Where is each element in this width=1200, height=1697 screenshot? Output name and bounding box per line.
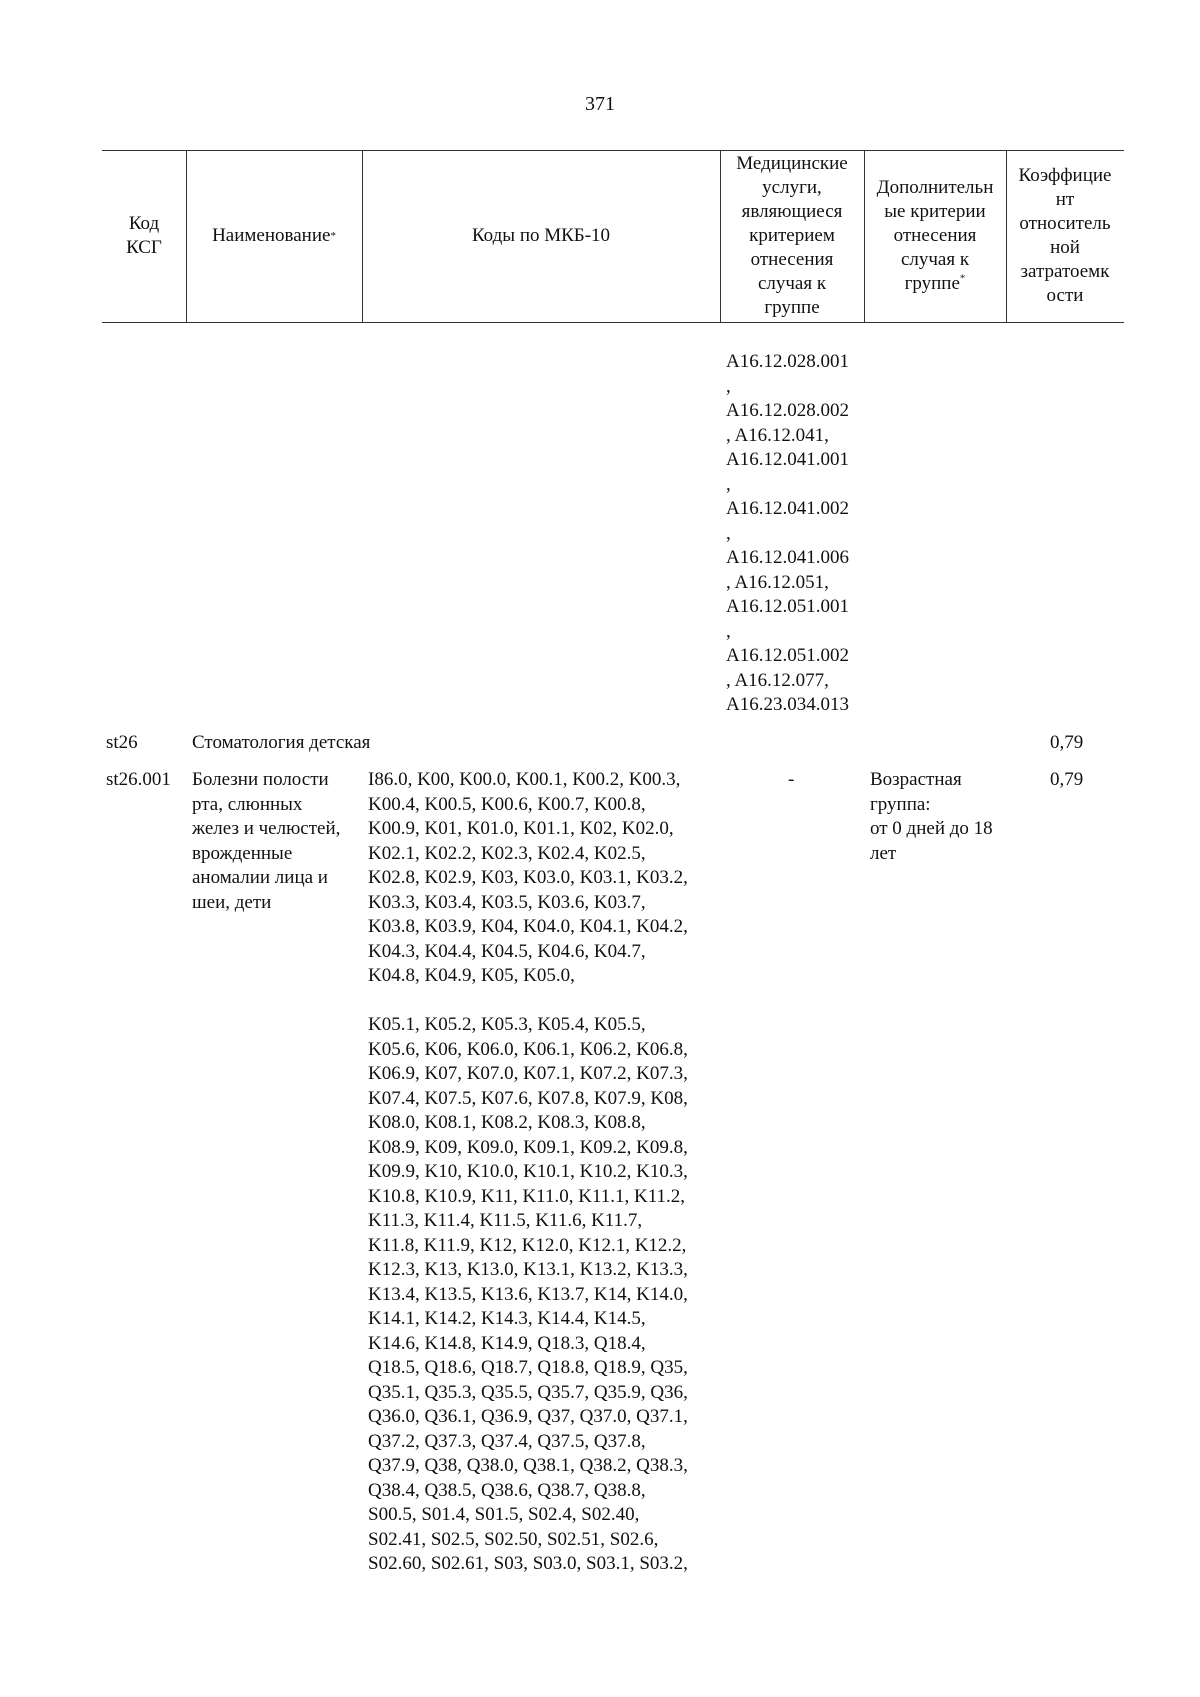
page-number: 371 (585, 93, 615, 115)
footnote-mark: * (959, 272, 966, 285)
row-services: - (788, 769, 795, 790)
group-code: st26 (106, 732, 138, 753)
header-name: Наименование * (212, 225, 336, 246)
header-criteria (864, 150, 1006, 322)
group-coefficient: 0,79 (1050, 732, 1084, 753)
row-name: Болезни полости рта, слюнных желез и челюстей, врожденные аномалии лица и шеи, дети (192, 769, 341, 913)
header-services: Медицинские услуги, являющиеся критерием отнесения случая к группе (736, 153, 848, 318)
header-bottom-border (102, 322, 1124, 323)
row-code: st26.001 (106, 769, 171, 790)
row-coefficient: 0,79 (1050, 769, 1084, 790)
header-name-label: Наименование (212, 225, 331, 246)
icd-codes-part1: I86.0, K00, K00.0, K00.1, K00.2, K00.3, K00.4, K00.5, K00.6, K00.7, K00.8, K00.9, K01, K01.0, K01.1, K02, K02.0, K02.1, K02.2, K02.3, K02.4, K02.5, K02.8, K02.9, K03, K03.0, K03.1, K03.2, K03.3, K03.4, K03.5, K03.6, K03.7, K03.8, K03.9, K04, K04.0, K04.1, K04.2, K04.3, K04.4, K04.5, K04.6, K04.7, K04.8, K04.9, K05, K05.0, (368, 769, 688, 986)
row-criteria: Возрастная группа: от 0 дней до 18 лет (870, 769, 993, 864)
header-code: Код КСГ (126, 213, 162, 258)
continued-services-list: A16.12.028.001 , A16.12.028.002 , A16.12.041, A16.12.041.001 , A16.12.041.002 , A16.12.041.006 , A16.12.051, A16.12.051.001 , A16.12.051.002 , A16.12.077, A16.23.034.013 (726, 351, 849, 715)
header-criteria-label: Дополнительн ые критерии отнесения случая к группе (876, 177, 994, 294)
header-icd: Коды по МКБ-10 (471, 225, 611, 246)
header-coefficient: Коэффицие нт относитель ной затратоемк ости (1018, 165, 1112, 306)
icd-codes-part2: K05.1, K05.2, K05.3, K05.4, K05.5, K05.6, K06, K06.0, K06.1, K06.2, K06.8, K06.9, K07, K07.0, K07.1, K07.2, K07.3, K07.4, K07.5, K07.6, K07.8, K07.9, K08, K08.0, K08.1, K08.2, K08.3, K08.8, K08.9, K09, K09.0, K09.1, K09.2, K09.8, K09.9, K10, K10.0, K10.1, K10.2, K10.3, K10.8, K10.9, K11, K11.0, K11.1, K11.2, K11.3, K11.4, K11.5, K11.6, K11.7, K11.8, K11.9, K12, K12.0, K12.1, K12.2, K12.3, K13, K13.0, K13.1, K13.2, K13.3, K13.4, K13.5, K13.6, K13.7, K14, K14.0, K14.1, K14.2, K14.3, K14.4, K14.5, K14.6, K14.8, K14.9, Q18.3, Q18.4, Q18.5, Q18.6, Q18.7, Q18.8, Q18.9, Q35, Q35.1, Q35.3, Q35.5, Q35.7, Q35.9, Q36, Q36.0, Q36.1, Q36.9, Q37, Q37.0, Q37.1, Q37.2, Q37.3, Q37.4, Q37.5, Q37.8, Q37.9, Q38, Q38.0, Q38.1, Q38.2, Q38.3, Q38.4, Q38.5, Q38.6, Q38.7, Q38.8, S00.5, S01.4, S01.5, S02.4, S02.40, S02.41, S02.5, S02.50, S02.51, S02.6, S02.60, S02.61, S03, S03.0, S03.1, S03.2, (368, 1014, 688, 1574)
group-name: Стоматология детская (192, 732, 371, 753)
